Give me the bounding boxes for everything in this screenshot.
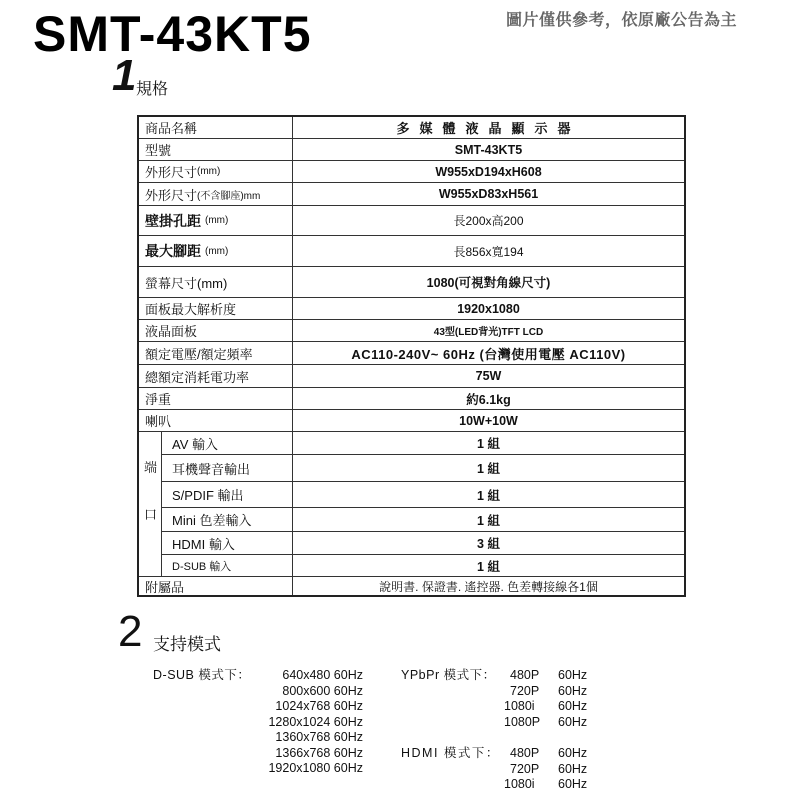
hdmi-mode-item: 720P 60Hz (510, 761, 588, 776)
label-unit: (mm) (205, 215, 229, 226)
model-title: SMT-43KT5 (33, 6, 312, 62)
label-unit: (mm) (197, 166, 221, 177)
row-label: 喇叭 (139, 410, 293, 431)
row-value: 1 組 (477, 437, 500, 451)
label-text: 外形尺寸 (145, 165, 198, 180)
row-label: 面板最大解析度 (139, 298, 293, 319)
ypbpr-mode-item: 480P 60Hz (510, 668, 588, 682)
row-value: 75W (475, 369, 502, 383)
row-value: 1920x1080 (457, 301, 520, 316)
row-label: 螢幕尺寸(mm) (139, 267, 293, 297)
dsub-mode-item: 800x600 60Hz (282, 683, 363, 698)
row-label: 型號 (139, 139, 293, 160)
dsub-mode-item: 1366x768 60Hz (275, 745, 363, 760)
hdmi-mode-list (504, 746, 587, 793)
label-text: 壁掛孔距 (145, 212, 201, 229)
row-value: 43型(LED背光)TFT LCD (433, 327, 544, 338)
dsub-mode-item: 1024x768 60Hz (275, 699, 363, 713)
row-label: 耳機聲音輸出 (162, 455, 293, 481)
row-label: 液晶面板 (139, 320, 293, 341)
dsub-mode-label: D-SUB 模式下： (153, 668, 251, 682)
row-label: AV 輸入 (162, 432, 293, 454)
dsub-mode-item: 1920x1080 60Hz (268, 761, 363, 775)
row-value: W955xD83xH561 (438, 187, 539, 201)
row-value: AC110-240V~ 60Hz (台灣使用電壓 AC110V) (351, 346, 626, 362)
section-1-number: 1 (112, 51, 137, 100)
label-text: 最大腳距 (145, 243, 201, 259)
ypbpr-mode-item: 720P 60Hz (510, 683, 588, 698)
row-value: 1 組 (477, 513, 500, 528)
row-value: SMT-43KT5 (454, 142, 523, 157)
label-unit: (mm) (205, 245, 229, 257)
row-label: 商品名稱 (139, 117, 293, 138)
hdmi-mode-item: 480P 60Hz (510, 746, 588, 760)
disclaimer-text: 圖片僅供參考，依原廠公告為主 (506, 12, 738, 29)
section-2-number: 2 (118, 607, 143, 656)
dsub-mode-item: 1280x1024 60Hz (268, 714, 363, 729)
row-value: 1 組 (477, 560, 500, 574)
row-value: 3 組 (477, 537, 500, 551)
hdmi-mode-item: 1080i 60Hz (504, 777, 588, 791)
section-2-title: 支持模式 (153, 635, 221, 654)
row-value: 長856x寬194 (453, 244, 524, 259)
row-label: HDMI 輸入 (162, 532, 293, 554)
row-value: W955xD194xH608 (435, 164, 542, 179)
label-text: 外形尺寸 (145, 187, 198, 203)
row-label: S/PDIF 輸出 (162, 482, 293, 507)
row-value: 說明書. 保證書. 遙控器. 色差轉接線各1個 (379, 579, 598, 594)
row-value: 1080(可視對角線尺寸) (426, 276, 551, 290)
row-label: Mini 色差輸入 (162, 508, 293, 531)
label-unit: (不含腳座)mm (197, 190, 261, 202)
ypbpr-mode-item: 1080i 60Hz (504, 699, 588, 713)
dsub-mode-item: 640x480 60Hz (282, 668, 363, 682)
ypbpr-mode-list (504, 668, 587, 730)
row-value: 1 組 (477, 462, 500, 476)
hdmi-mode-label: HDMI 模式下： (401, 746, 500, 760)
row-value: 多媒體液晶顯示器 (396, 121, 581, 136)
row-label: 淨重 (139, 388, 293, 409)
ports-label-top: 端 (144, 460, 158, 475)
row-value: 10W+10W (459, 413, 518, 428)
row-label: 額定電壓/額定頻率 (139, 342, 293, 364)
ypbpr-mode-item: 1080P 60Hz (504, 714, 588, 729)
row-value: 約6.1kg (466, 392, 511, 407)
dsub-mode-item: 1360x768 60Hz (275, 730, 363, 744)
row-value: 1 組 (477, 488, 500, 503)
row-value: 長200x高200 (453, 214, 524, 228)
ports-label-bottom: 口 (144, 507, 158, 522)
row-label: D-SUB 輸入 (162, 555, 293, 577)
row-label: 總額定消耗電功率 (139, 365, 293, 387)
row-label: 附屬品 (139, 577, 293, 595)
ypbpr-mode-label: YPbPr 模式下： (401, 668, 496, 682)
section-1-title: 規格 (136, 81, 169, 98)
dsub-mode-list (250, 668, 363, 777)
